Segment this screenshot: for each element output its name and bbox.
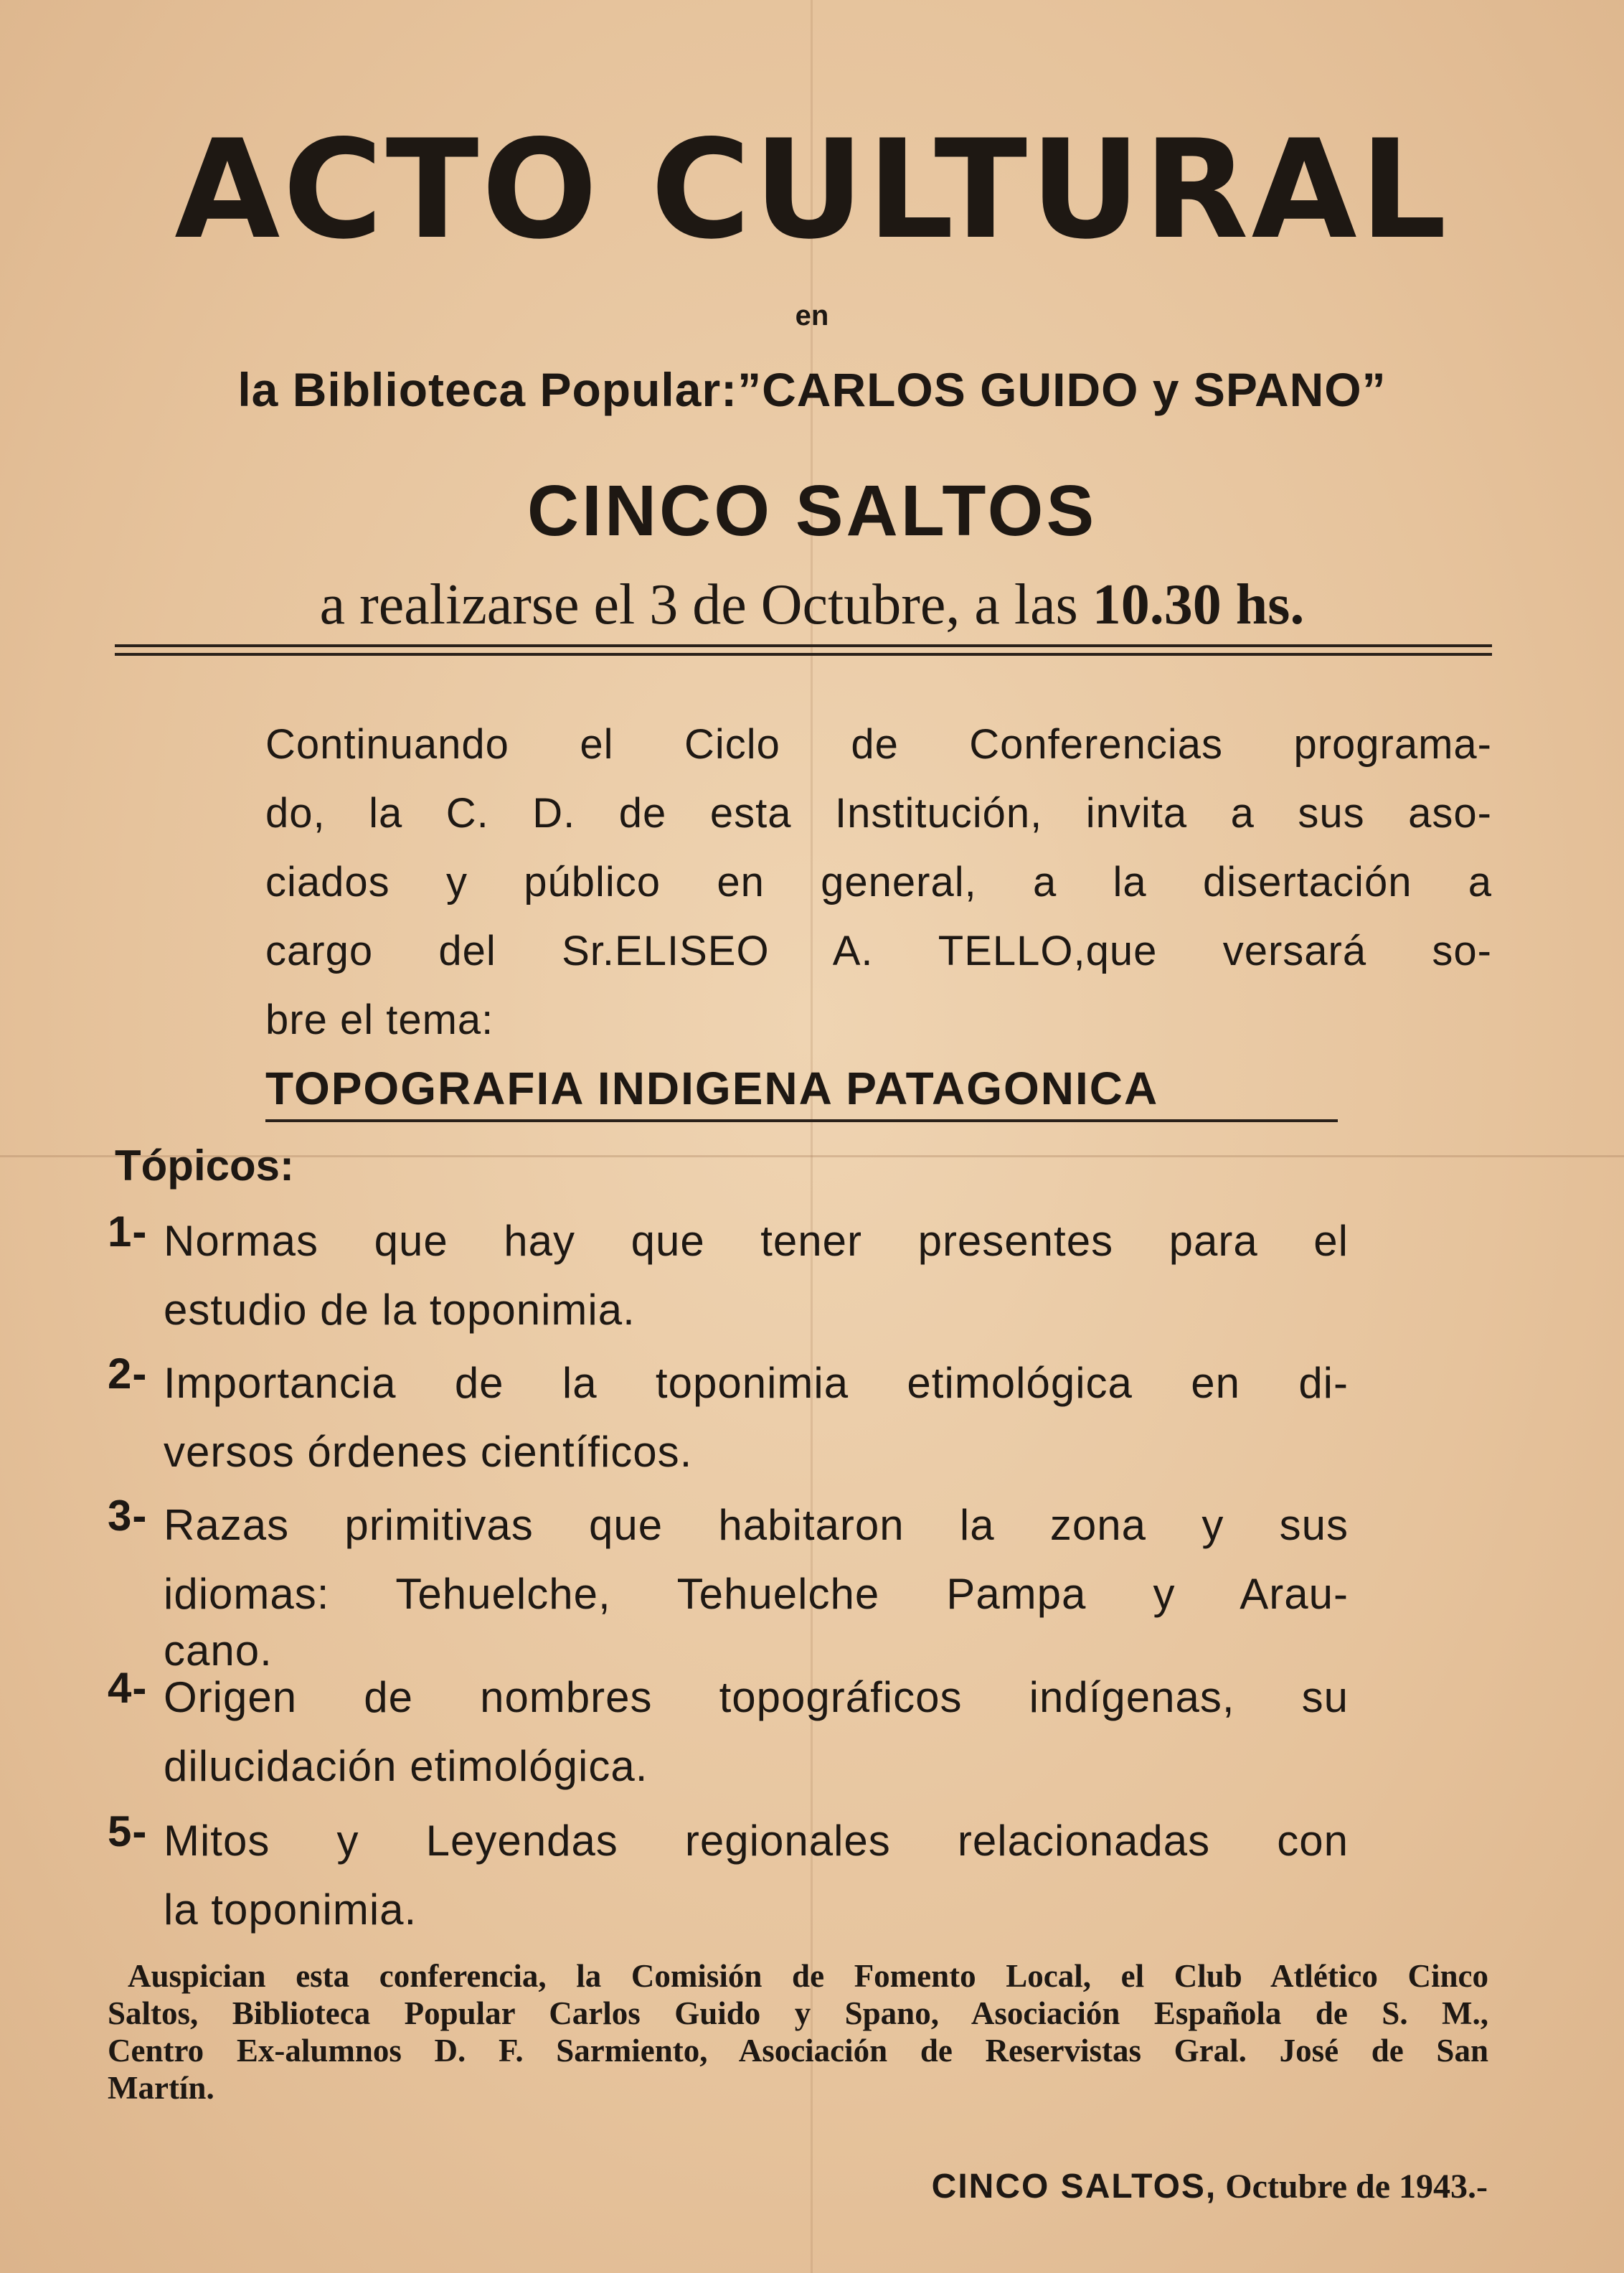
topic-line: Mitos y Leyendas regionales relacionadas con (164, 1817, 1349, 1865)
intro-line: ciados y público en general, a la disertación a (265, 859, 1492, 905)
topic-number: 5- (108, 1807, 148, 1855)
sponsors-line: Saltos, Biblioteca Popular Carlos Guido y Spano, Asociación Española de S. M., (108, 1995, 1488, 2031)
sponsors-paragraph (108, 1957, 1488, 2107)
topic-line: idiomas: Tehuelche, Tehuelche Pampa y Arau- (164, 1570, 1349, 1618)
footer-place-date (932, 2167, 1488, 2206)
topic-item (108, 1349, 1349, 1487)
footer-town: CINCO SALTOS, (931, 2168, 1217, 2206)
footer-date: Octubre de 1943.- (1217, 2168, 1488, 2206)
double-rule-top (115, 644, 1492, 647)
topic-line: dilucidación etimológica. (164, 1742, 648, 1790)
sponsors-line: Centro Ex-alumnos D. F. Sarmiento, Asociación de Reservistas Gral. José de San (108, 2033, 1488, 2069)
topic-line: la toponimia. (164, 1886, 417, 1934)
intro-line: cargo del Sr.ELISEO A. TELLO,que versará so- (265, 928, 1492, 974)
topic-line: Importancia de la toponimia etimológica en di- (164, 1359, 1349, 1407)
event-date-text: a realizarse el 3 de Octubre, a las (319, 573, 1092, 636)
topic-line: Normas que hay que tener presentes para el (164, 1217, 1349, 1265)
event-time: 10.30 hs. (1092, 573, 1305, 636)
topic-item (108, 1207, 1349, 1345)
intro-paragraph (265, 710, 1492, 1055)
connector-word: en (795, 300, 829, 331)
intro-line: do, la C. D. de esta Institución, invita a sus aso- (265, 790, 1492, 837)
topic-line: cano. (164, 1627, 273, 1675)
library-name: la Biblioteca Popular:”CARLOS GUIDO y SPANO” (237, 363, 1387, 416)
topic-item (108, 1491, 1349, 1673)
sponsors-line: Martín. (108, 2070, 214, 2106)
topic-underline (265, 1119, 1338, 1122)
intro-line: bre el tema: (265, 997, 494, 1043)
topic-number: 4- (108, 1664, 148, 1712)
lecture-topic: TOPOGRAFIA INDIGENA PATAGONICA (265, 1063, 1159, 1114)
topic-line: estudio de la toponimia. (164, 1286, 636, 1334)
intro-line: Continuando el Ciclo de Conferencias programa- (265, 721, 1492, 768)
topic-number: 2- (108, 1350, 148, 1398)
topic-item (108, 1663, 1349, 1801)
town-name: CINCO SALTOS (527, 471, 1097, 551)
sponsors-line: Auspician esta conferencia, la Comisión de Fomento Local, el Club Atlético Cinco (128, 1958, 1488, 1994)
topic-line: versos órdenes científicos. (164, 1428, 693, 1476)
topic-line: Razas primitivas que habitaron la zona y sus (164, 1501, 1349, 1549)
topic-item (108, 1807, 1349, 1944)
topic-line: Origen de nombres topográficos indígenas, su (164, 1673, 1349, 1721)
flyer-title: ACTO CULTURAL (174, 110, 1450, 269)
topics-heading: Tópicos: (115, 1142, 294, 1190)
double-rule-bottom (115, 653, 1492, 656)
topic-number: 1- (108, 1208, 148, 1256)
event-date (0, 573, 1624, 638)
topic-number: 3- (108, 1492, 148, 1540)
